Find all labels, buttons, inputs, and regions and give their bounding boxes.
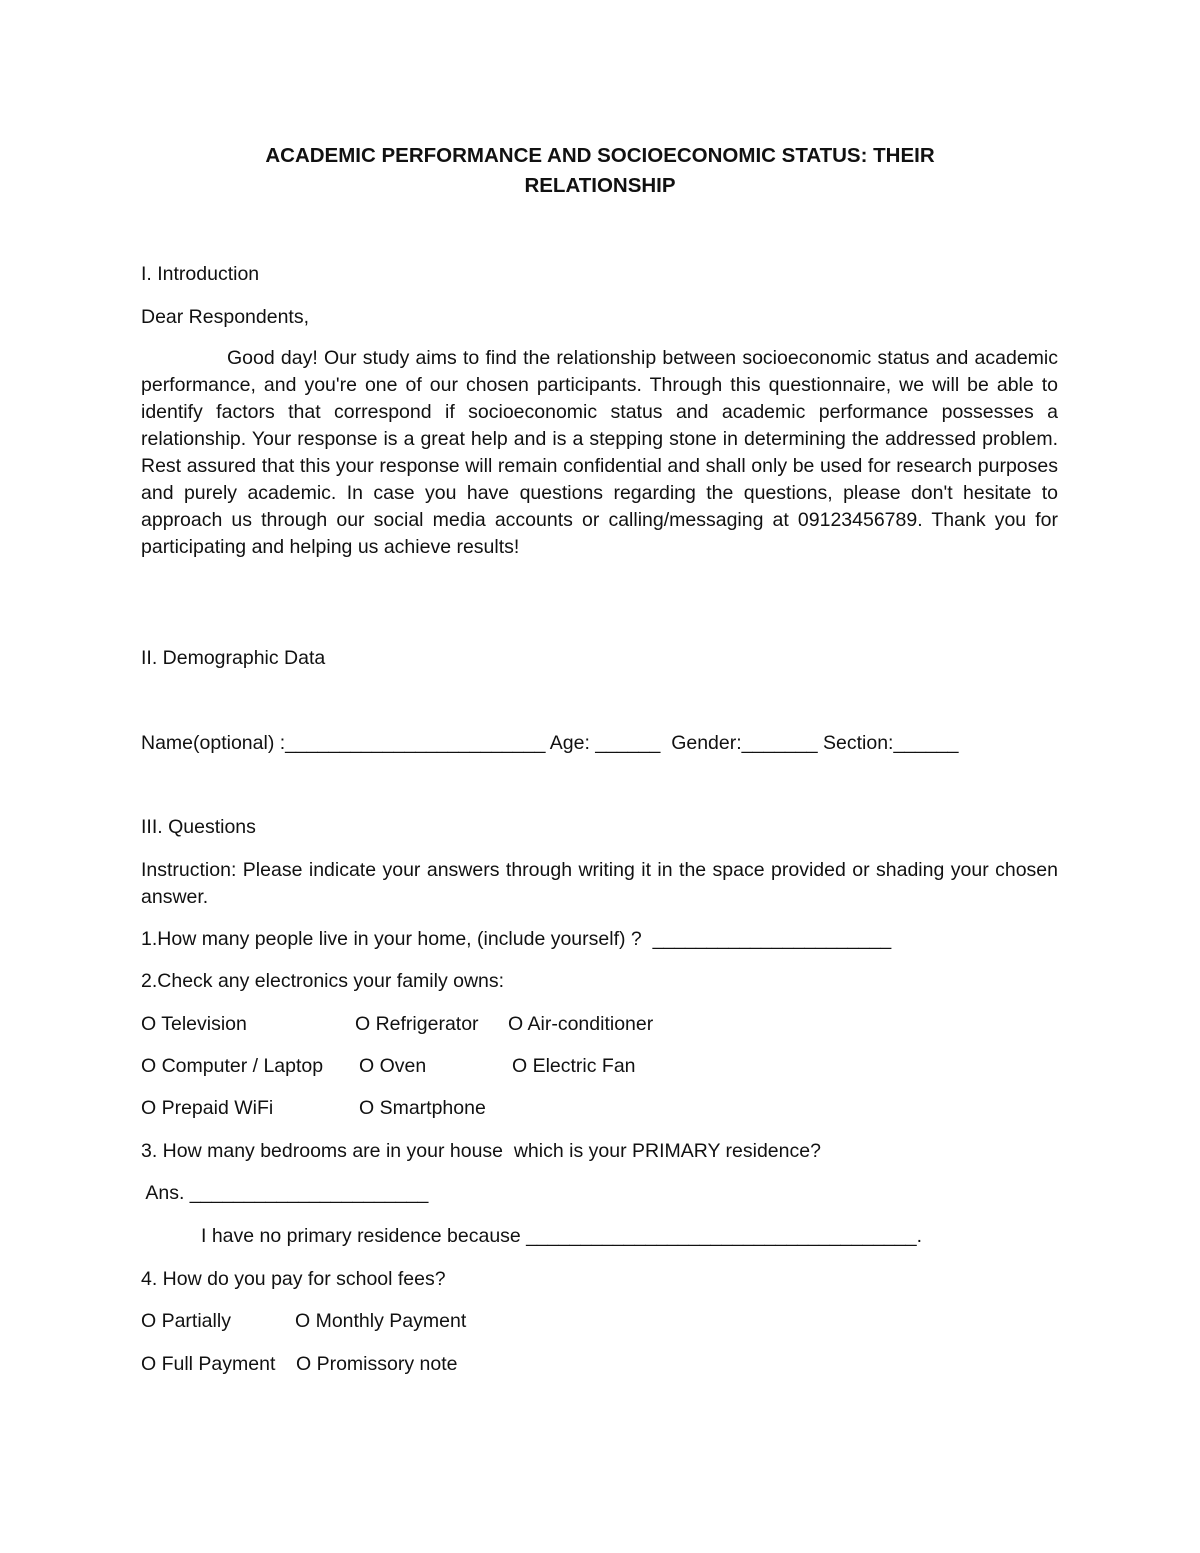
intro-heading: I. Introduction	[141, 263, 260, 285]
question-3-alternative: I have no primary residence because ____________________________________.	[201, 1225, 923, 1247]
intro-paragraph: Good day! Our study aims to find the relationship between socioeconomic status and academic performance, and you're one of our chosen participants. Through this questionnaire, we will be able to identify factors that correspond if socioeconomic status and academic performance possesses a relationship. Your response is a great help and is a stepping stone in determining the addressed problem. Rest assured that this your response will remain confidential and shall only be used for research purposes and purely academic. In case you have questions regarding the questions, please don't hesitate to approach us through our social media accounts or calling/messaging at 09123456789. Thank you for participating and helping us achieve results!	[141, 347, 1058, 558]
document-title-line-2: RELATIONSHIP	[524, 174, 676, 197]
salutation: Dear Respondents,	[141, 306, 310, 328]
document-title-line-1: ACADEMIC PERFORMANCE AND SOCIOECONOMIC STATUS: THEIR	[265, 144, 935, 167]
option-monthly-payment[interactable]: O Monthly Payment	[295, 1310, 467, 1332]
option-prepaid-wifi[interactable]: O Prepaid WiFi	[141, 1097, 274, 1119]
option-refrigerator[interactable]: O Refrigerator	[355, 1013, 479, 1035]
option-oven[interactable]: O Oven	[359, 1055, 427, 1077]
option-air-conditioner[interactable]: O Air-conditioner	[508, 1013, 654, 1035]
option-computer-laptop[interactable]: O Computer / Laptop	[141, 1055, 324, 1077]
demographic-heading: II. Demographic Data	[141, 647, 326, 669]
question-3-answer: Ans. ______________________	[141, 1182, 429, 1204]
option-smartphone[interactable]: O Smartphone	[359, 1097, 486, 1119]
option-electric-fan[interactable]: O Electric Fan	[512, 1055, 636, 1077]
instruction-text: Instruction: Please indicate your answers through writing it in the space provided or shading your chosen answer.	[141, 859, 1058, 908]
demographic-fields: Name(optional) :________________________ Age: ______ Gender:_______ Section:______	[141, 732, 959, 754]
option-television[interactable]: O Television	[141, 1013, 247, 1035]
question-2: 2.Check any electronics your family owns:	[141, 970, 505, 992]
question-1: 1.How many people live in your home, (include yourself) ? ______________________	[141, 928, 892, 950]
option-full-payment[interactable]: O Full Payment	[141, 1353, 276, 1375]
question-3: 3. How many bedrooms are in your house which is your PRIMARY residence?	[141, 1140, 821, 1162]
questions-heading: III. Questions	[141, 816, 256, 838]
option-promissory-note[interactable]: O Promissory note	[296, 1353, 458, 1375]
question-4: 4. How do you pay for school fees?	[141, 1268, 446, 1290]
option-partially[interactable]: O Partially	[141, 1310, 231, 1332]
